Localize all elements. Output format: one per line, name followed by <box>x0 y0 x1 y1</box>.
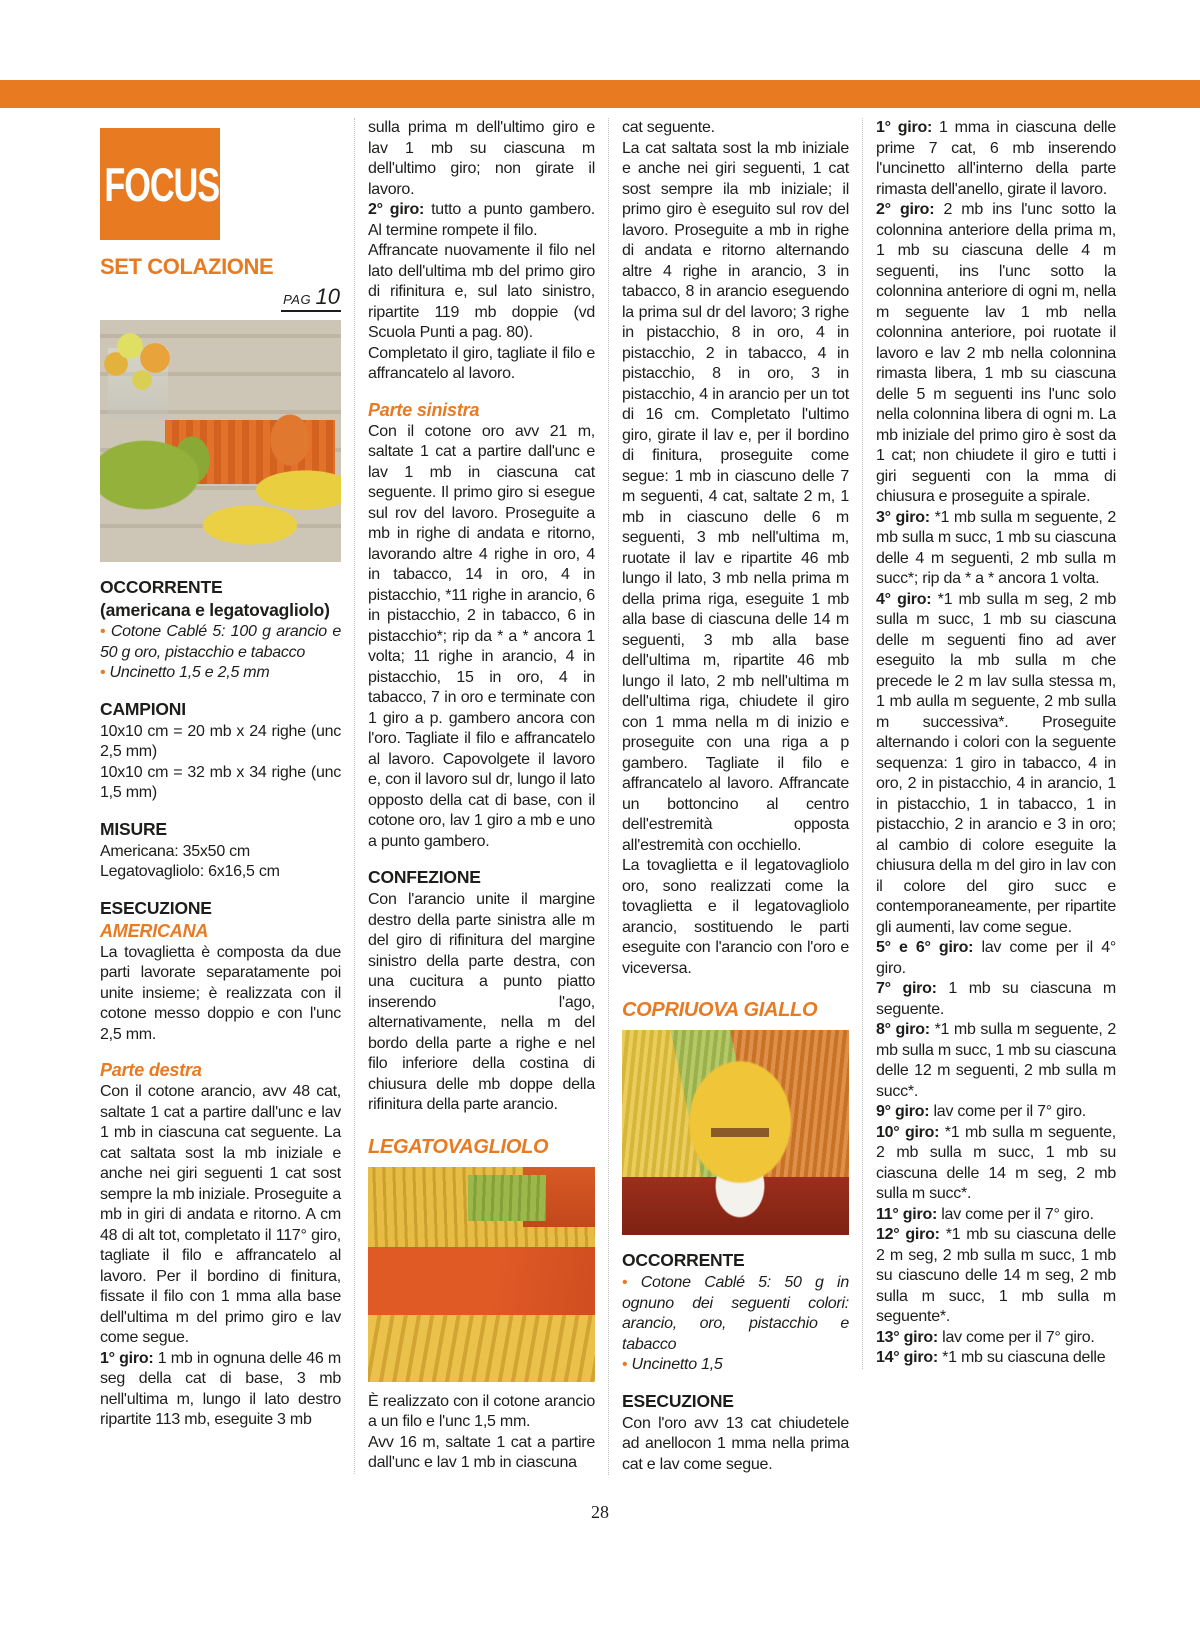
paragraph: sulla prima m dell'ultimo giro e lav 1 mb su ciascuna m dell'ultimo giro; non girate il lavoro. <box>368 119 595 198</box>
giro-step: 4° giro: *1 mb sulla m seg, 2 mb sulla m succ, 1 mb su ciascuna delle m seguenti fino ad aver eseguito la mb sulla m che precede le 2 m lav sulla stessa m, 1 mb aulla m seguente, 2 mb sulla m successiva*. Proseguite alternando i colori con la seguente sequenza: 1 giro in tabacco, 4 in oro, 2 in pistacchio, 4 in arancio, 1 in pistacchio, 1 in tabacco, 1 in pistacchio, 2 in arancio e 3 in oro; al cambio di colore eseguite la chiusura della m del giro in lav con il colore del giro succ e contemporaneamente, per ripartite gli aumenti, lav come segue. <box>876 590 1117 936</box>
paragraph: È realizzato con il cotone arancio a un filo e l'unc 1,5 mm. <box>368 1392 595 1430</box>
napkin-ring-photo <box>368 1167 595 1382</box>
giro-step: 8° giro: *1 mb sulla m seguente, 2 mb sulla m succ, 1 mb su ciascuna delle 12 m seguenti, 2 mb sulla m succ*. <box>876 1021 1116 1100</box>
column-2 <box>354 118 608 1474</box>
project-heading: LEGATOVAGLIOLO <box>368 1135 549 1158</box>
paragraph: La tovaglietta è composta da due parti lavorate separatamente poi unite insieme; è realizzata con il cotone messo doppio e con l'unc 2,5 mm. <box>100 943 341 1043</box>
giro-label: 4° giro: <box>876 590 938 608</box>
column-4-blocks <box>876 118 1116 1369</box>
page-reference-text <box>281 284 341 312</box>
giro-step: 1° giro: 1 mma in ciascuna delle prime 7 cat, 6 mb inserendo l'uncinetto all'interno della parte rimasta dell'anello, girate il lavoro. <box>876 119 1117 198</box>
paragraph: Con il cotone oro avv 21 m, saltate 1 cat a partire dall'unc e lav 1 mb in ciascuna cat seguente. Il primo giro si esegue sul rov del lavoro. Proseguite a mb in righe di andata e ritorno, lavorando altre 4 righe in oro, 4 in tabacco, 14 in oro, 4 in pistacchio, *11 righe in arancio, 6 in pistacchio, 2 in tabacco, 6 in pistacchio*; rip da * a * ancora 1 volta; 11 righe in arancio, 4 in pistacchio, 15 in oro, 4 in tabacco, 7 in oro e terminate con 1 giro a p. gambero ancora con l'oro. Tagliate il filo e affrancatelo al lavoro. Capovolgete il lavoro e, con il lavoro sul dr, lungo il lato opposto della cat di base, con il cotone oro, lav 1 giro a mb e uno a punto gambero. <box>368 422 595 850</box>
giro-label: 7° giro: <box>876 980 949 997</box>
column-3 <box>608 118 862 1475</box>
paragraph: La cat saltata sost la mb iniziale e anche nei giri seguenti, 1 cat sost sempre ila mb iniziale; il primo giro è eseguito sul rov del lavoro. Proseguite a mb in righe di andata e ritorno alternando altre 4 righe in arancio, 3 in tabacco, 8 in arancio eseguendo la prima sul dr del lavoro; 3 righe in pistacchio, 8 in oro, 4 in pistacchio, 2 in tabacco, 4 in pistacchio, 8 in oro, 3 in pistacchio, 4 in arancio per un tot di 16 cm. Completato l'ultimo giro, girate il lav e, per il bordino di finitura, proseguite come segue: 1 mb in ciascuno delle 7 m seguenti, 4 cat, saltate 2 m, 1 mb in ciascuno delle 6 m seguenti, 3 mb nell'ultima m, ruotate il lav e ripartite 46 mb lungo il lato, 3 mb nella prima m della prima riga, eseguite 1 mb alla base di ciascuna delle 14 m seguenti, 3 mb alla base dell'ultima m, ripartite 46 mb lungo il lato, 2 mb nell'ultima m dell'ultima riga, chiudete il giro con 1 mma nella m di inizio e proseguite con una riga a p gambero. Tagliate il filo e affrancatelo al lavoro. Affrancate un bottoncino al centro dell'estremità opposta all'estremità con occhiello. <box>622 139 849 854</box>
part-heading: Parte destra <box>100 1060 202 1080</box>
giro-step: 1° giro: 1 mb in ognuna delle 46 m seg della cat di base, 3 mb nell'ultima m, lungo il lato destro ripartite 113 mb, eseguite 3 mb <box>100 1349 341 1428</box>
giro-step: 14° giro: *1 mb su ciascuna delle <box>876 1349 1106 1366</box>
column-2-blocks <box>368 118 595 1474</box>
bullet-icon: • <box>622 1274 641 1291</box>
section-heading: OCCORRENTE <box>100 577 223 597</box>
section-heading: OCCORRENTE <box>622 1250 745 1270</box>
giro-label: 8° giro: <box>876 1021 935 1038</box>
bullet-icon: • <box>100 623 111 640</box>
pag-number: 10 <box>315 284 340 309</box>
paragraph: Con il cotone arancio, avv 48 cat, saltate 1 cat a partire dall'unc e lav 1 mb in ciascuna cat seguente. La cat saltata sost la mb iniziale e anche nei giri seguenti 1 cat sost sempre la mb iniziale. Proseguite a mb in giri di andata e ritorno. A cm 48 di alt tot, completato il 117° giro, tagliate il filo e affrancatelo al lavoro. Per il bordino di finitura, fissate il filo con 1 mma alla base dell'ultima m del primo giro e lav come segue. <box>100 1083 341 1346</box>
section-heading: ESECUZIONE <box>622 1390 734 1411</box>
page-number: 28 <box>591 1502 609 1522</box>
project-heading: COPRIUOVA GIALLO <box>622 999 818 1021</box>
paragraph: Affrancate nuovamente il filo nel lato dell'ultima mb del primo giro di rifinitura e, sul lato sinistro, ripartite 119 mb doppie (vd Scuola Punti a pag. 80). <box>368 242 595 341</box>
paragraph: Completato il giro, tagliate il filo e affrancatelo al lavoro. <box>368 344 595 382</box>
bullet-icon: • <box>622 1356 632 1373</box>
giro-label: 13° giro: <box>876 1328 943 1346</box>
giro-label: 2° giro: <box>876 201 944 218</box>
top-accent-bar <box>0 80 1200 108</box>
giro-label: 1° giro: <box>100 1349 158 1367</box>
materials-item: • Uncinetto 1,5 <box>622 1356 723 1373</box>
paragraph: Americana: 35x50 cm <box>100 842 250 860</box>
column-4 <box>862 118 1116 1369</box>
paragraph: Legatovagliolo: 6x16,5 cm <box>100 863 280 880</box>
article-title: SET COLAZIONE <box>100 254 274 279</box>
paragraph: cat seguente. <box>622 119 715 136</box>
section-heading: CONFEZIONE <box>368 867 481 887</box>
giro-step: 2° giro: tutto a punto gambero. Al termine rompete il filo. <box>368 201 596 239</box>
section-heading: ESECUZIONE <box>100 897 212 918</box>
giro-step: 7° giro: 1 mb su ciascuna m seguente. <box>876 980 1117 1018</box>
giro-label: 2° giro: <box>368 201 432 218</box>
giro-label: 1° giro: <box>876 119 940 136</box>
column-3-blocks <box>622 118 849 1475</box>
paragraph: 10x10 cm = 32 mb x 34 righe (unc 1,5 mm) <box>100 763 341 801</box>
paragraph: La tovaglietta e il legatovagliolo oro, sono realizzati come la tovaglietta e il legatovagliolo arancio, sostituendo le parti eseguite con l'arancio con l'oro e viceversa. <box>622 857 849 977</box>
giro-label: 10° giro: <box>876 1123 945 1141</box>
pag-label: PAG <box>283 292 312 307</box>
giro-step: 9° giro: lav come per il 7° giro. <box>876 1103 1086 1120</box>
paragraph: 10x10 cm = 20 mb x 24 righe (unc 2,5 mm) <box>100 722 341 760</box>
paragraph: Avv 16 m, saltate 1 cat a partire dall'unc e lav 1 mb in ciascuna <box>368 1433 595 1471</box>
materials-item: • Cotone Cablé 5: 50 g in ognuno dei seguenti colori: arancio, oro, pistacchio e tabacco <box>622 1274 849 1353</box>
giro-step: 12° giro: *1 mb su ciascuna delle 2 m seg, 2 mb sulla m succ, 1 mb su ciascuno delle 14 m seg, 2 mb sulla m succ, 1 mb sulla m seguente*. <box>876 1226 1117 1325</box>
focus-badge <box>100 128 220 240</box>
part-heading: AMERICANA <box>100 920 209 941</box>
column-1-blocks <box>100 577 341 1431</box>
focus-label: FOCUS <box>104 157 219 211</box>
page-reference <box>100 284 341 312</box>
part-heading: Parte sinistra <box>368 399 480 420</box>
column-1 <box>100 118 354 1431</box>
giro-step: 2° giro: 2 mb ins l'unc sotto la colonnina anteriore della prima m, 1 mb su ciascuna delle 4 m seguenti, ins l'unc sotto la colonnina anteriore di ogni m, nella m seguente lav 1 mb nella colonnina anteriore, poi ruotate il lavoro e lav 2 mb nella colonnina rimasta libera, 1 mb su ciascuna delle 5 m seguenti ins l'unc solo nella colonnina libera di ogni m. La mb iniziale del primo giro è sost da 1 cat; non chiudete il giro e tutti i giri seguenti con la mma di chiusura e proseguite a spirale. <box>876 201 1117 505</box>
giro-step: 10° giro: *1 mb sulla m seguente, 2 mb sulla m succ, 1 mb su ciascuna delle 14 m seg, 2 mb sulla m succ*. <box>876 1123 1116 1202</box>
bullet-icon: • <box>100 664 110 681</box>
paragraph: Con l'oro avv 13 cat chiudetele ad anellocon 1 mma nella prima cat e lav come segue. <box>622 1414 849 1473</box>
giro-label: 5° e 6° giro: <box>876 939 982 956</box>
giro-step: 5° e 6° giro: lav come per il 4° giro. <box>876 939 1116 977</box>
section-heading: CAMPIONI <box>100 698 186 719</box>
section-heading: MISURE <box>100 818 167 839</box>
giro-step: 11° giro: lav come per il 7° giro. <box>876 1205 1094 1223</box>
giro-label: 3° giro: <box>876 508 935 526</box>
giro-label: 14° giro: <box>876 1349 943 1366</box>
egg-cozy-photo <box>622 1030 849 1235</box>
giro-label: 9° giro: <box>876 1103 934 1120</box>
materials-item: • Uncinetto 1,5 e 2,5 mm <box>100 664 270 681</box>
breakfast-set-photo <box>100 320 341 562</box>
paragraph: Con l'arancio unite il margine destro della parte sinistra alle m del giro di rifinitura del margine sinistro della parte destra, con una cucitura a punto piatto inserendo l'ago, alternativamente, nella m del bordo della parte a righe e nel filo inferiore della costina di chiusura delle mb doppe della rifinitura della parte arancio. <box>368 891 595 1113</box>
giro-step: 13° giro: lav come per il 7° giro. <box>876 1328 1095 1346</box>
giro-label: 12° giro: <box>876 1226 946 1243</box>
materials-item: • Cotone Cablé 5: 100 g arancio e 50 g oro, pistacchio e tabacco <box>100 623 341 661</box>
giro-step: 3° giro: *1 mb sulla m seguente, 2 mb sulla m succ, 1 mb su ciascuna delle 4 m seguenti, 2 mb sulla m succ*; rip da * a * ancora 1 volta. <box>876 508 1116 587</box>
section-subheading: (americana e legatovagliolo) <box>100 600 330 620</box>
giro-label: 11° giro: <box>876 1205 942 1223</box>
article-content <box>100 118 1116 1475</box>
